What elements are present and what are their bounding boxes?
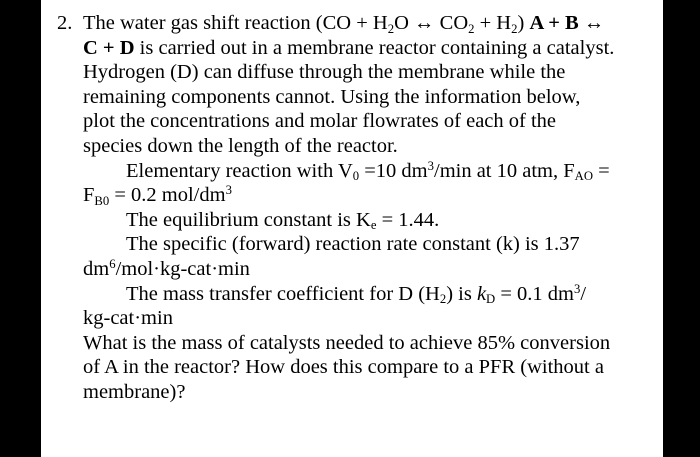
- problem-line-4: remaining components cannot. Using the information below,: [83, 85, 581, 108]
- problem-card: [41, 0, 663, 457]
- problem-line-8: $F_{B0} = 0.2$ mol/$dm^3$: [83, 183, 232, 208]
- problem-line-9: The equilibrium constant is $K_e = 1.44$.: [126, 208, 440, 233]
- problem-line-3: Hydrogen (D) can diffuse through the membrane while the: [83, 61, 566, 84]
- problem-line-16: membrane)?: [83, 380, 186, 403]
- problem-line-1: 2. The water gas shift reaction ($CO + H_2O$ ↔ $CO_2 + H_2$) A + B ↔: [57, 12, 605, 36]
- problem-line-7: Elementary reaction with $V_0 =10$ $dm^3/\min$ at 10 atm, $F_{AO}$ =: [126, 158, 610, 184]
- problem-line-5: plot the concentrations and molar flowrates of each of the: [83, 110, 557, 133]
- problem-line-12: The mass transfer coefficient for D $(H_2)$ is $k_D = 0.1$ $dm^3/$: [126, 281, 587, 307]
- problem-line-10: The specific (forward) reaction rate constant (k) is 1.37: [126, 233, 580, 256]
- problem-line-15: of A in the reactor? How does this compare to a PFR (without a: [83, 356, 604, 379]
- problem-line-2: C + D is carried out in a membrane reactor containing a catalyst.: [83, 36, 615, 59]
- problem-text: [57, 11, 657, 405]
- double-arrow-icon: ↔: [583, 12, 605, 34]
- double-arrow-icon: ↔: [414, 12, 435, 34]
- problem-line-11: $dm^6/mol\cdot kg-cat\cdot\min$: [83, 256, 250, 280]
- problem-line-13: kg-cat·min: [83, 307, 173, 330]
- problem-line-14: What is the mass of catalysts needed to achieve 85% conversion: [83, 331, 611, 354]
- problem-number: 2.: [57, 12, 73, 34]
- problem-line-6: species down the length of the reactor.: [83, 134, 398, 157]
